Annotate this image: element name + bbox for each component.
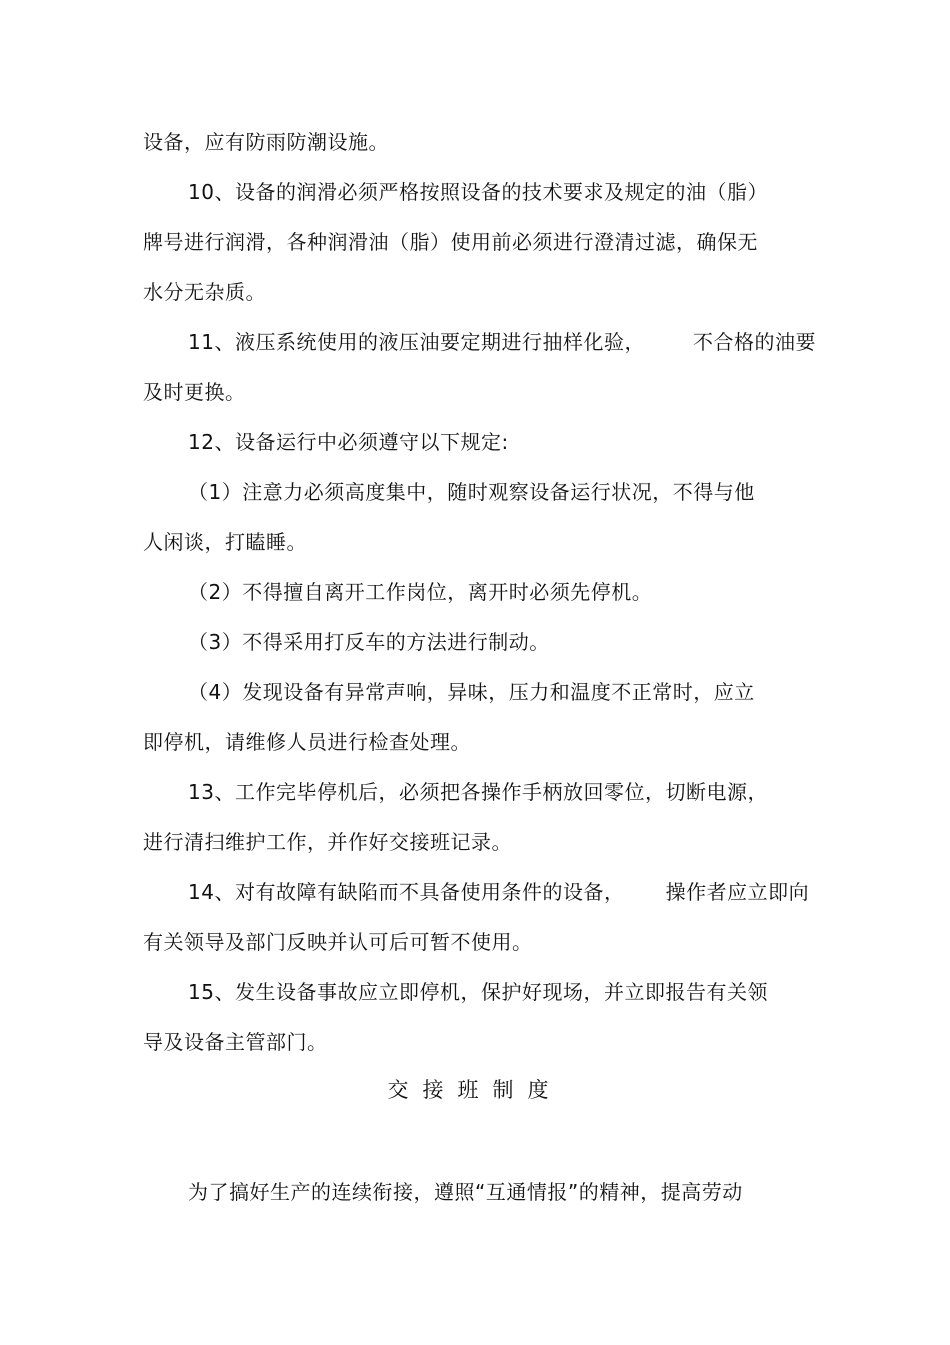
text-line: （4）发现设备有异常声响，异味，压力和温度不正常时，应立 <box>188 680 755 704</box>
text-line: 有关领导及部门反映并认可后可暂不使用。 <box>143 930 533 954</box>
text-line: 及时更换。 <box>143 380 246 404</box>
text-line: 12、设备运行中必须遵守以下规定: <box>188 430 509 454</box>
text-line: （3）不得采用打反车的方法进行制动。 <box>188 630 550 654</box>
text-line: 15、发生设备事故应立即停机，保护好现场，并立即报告有关领 <box>188 980 768 1004</box>
text-line: 11、液压系统使用的液压油要定期进行抽样化验， 不合格的油要 <box>188 330 816 354</box>
text-line: 导及设备主管部门。 <box>143 1030 328 1054</box>
text-line: （2）不得擅自离开工作岗位，离开时必须先停机。 <box>188 580 653 604</box>
text-line: 牌号进行润滑，各种润滑油（脂）使用前必须进行澄清过滤，确保无 <box>143 230 758 254</box>
text-line: 14、对有故障有缺陷而不具备使用条件的设备， 操作者应立即向 <box>188 880 810 904</box>
text-line: 设备，应有防雨防潮设施。 <box>143 130 389 154</box>
text-line: （1）注意力必须高度集中，随时观察设备运行状况，不得与他 <box>188 480 755 504</box>
section-title: 交接班制度 <box>387 1078 563 1102</box>
text-line: 即停机，请维修人员进行检查处理。 <box>143 730 471 754</box>
text-line: 人闲谈，打瞌睡。 <box>143 530 307 554</box>
text-line: 水分无杂质。 <box>143 280 266 304</box>
text-line: 为了搞好生产的连续衔接，遵照“互通情报”的精神，提高劳动 <box>188 1180 743 1204</box>
text-line: 进行清扫维护工作，并作好交接班记录。 <box>143 830 512 854</box>
text-line: 13、工作完毕停机后，必须把各操作手柄放回零位，切断电源， <box>188 780 768 804</box>
text-line: 10、设备的润滑必须严格按照设备的技术要求及规定的油（脂） <box>188 180 768 204</box>
